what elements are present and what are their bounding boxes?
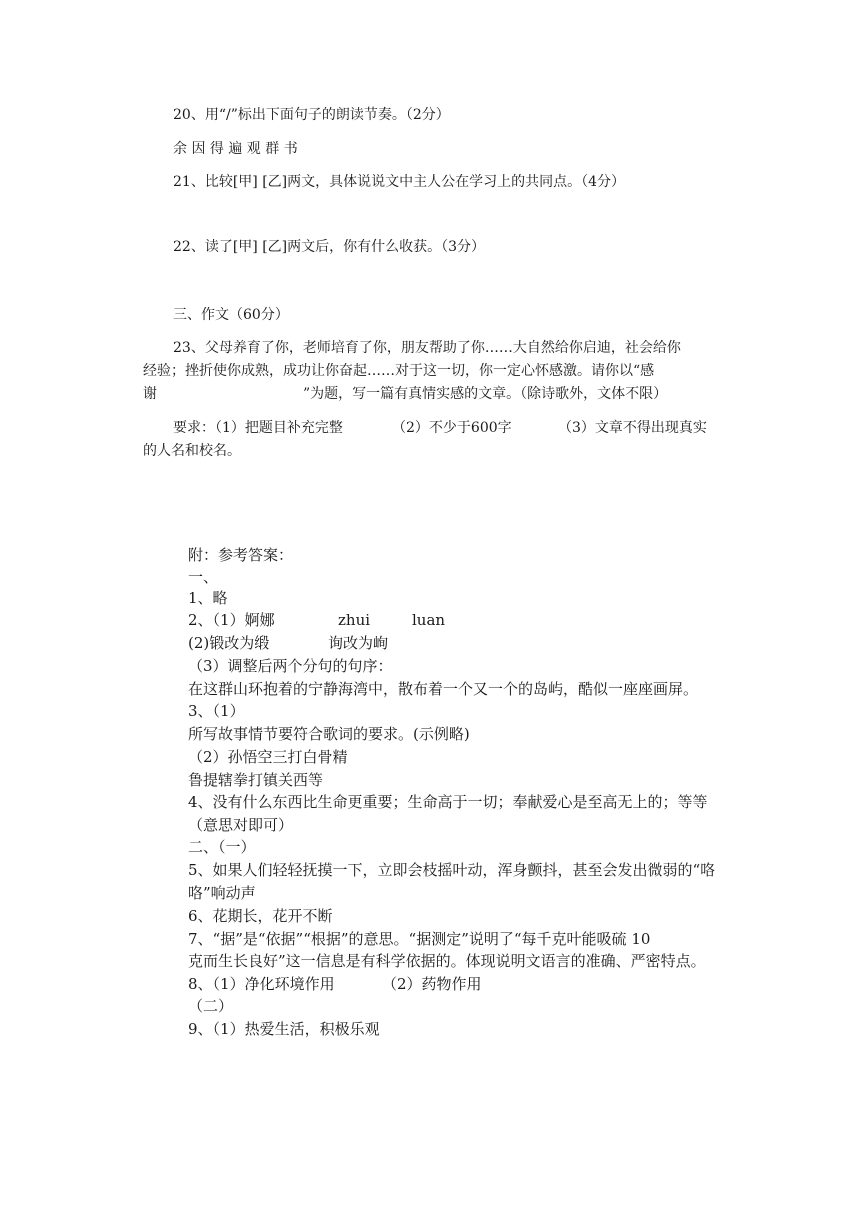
- composition-requirement-2: （2）不少于600字: [392, 420, 512, 436]
- composition-requirement-line2: 的人名和校名。: [143, 443, 241, 459]
- question-20-sentence: 余 因 得 遍 观 群 书: [173, 141, 298, 157]
- answer-9: 9、（1）热爱生活，积极乐观: [188, 1020, 380, 1038]
- answers-section-1: 一、: [188, 568, 219, 586]
- answer-2-part2a: (2)锻改为缎: [188, 634, 270, 652]
- answer-6: 6、花期长，花开不断: [188, 907, 333, 925]
- answer-2-pinyin-1: zhui: [338, 611, 371, 629]
- question-21: 21、比较[甲] [乙]两文，具体说说文中主人公在学习上的共同点。（4分）: [173, 174, 626, 190]
- answers-section-2b: （二）: [188, 997, 234, 1015]
- answer-8-part1: 8、（1）净化环境作用: [188, 975, 335, 993]
- answer-5-line1: 5、如果人们轻轻抚摸一下，立即会枝摇叶动，浑身颤抖，甚至会发出微弱的“咯: [188, 861, 716, 879]
- answer-2-pinyin-2: luan: [412, 611, 446, 629]
- answer-3-part2-text: 鲁提辖拳打镇关西等: [188, 771, 324, 789]
- answer-4-note: （意思对即可）: [188, 816, 294, 834]
- answers-section-2: 二、（一）: [188, 838, 256, 856]
- composition-prompt-line2: 经验；挫折使你成熟，成功让你奋起……对于这一切，你一定心怀感激。请你以“感: [143, 363, 655, 379]
- answer-3-text: 所写故事情节要符合歌词的要求。(示例略): [188, 725, 470, 743]
- answer-7-line2: 克而生长良好”这一信息是有科学依据的。体现说明文语言的准确、严密特点。: [188, 952, 706, 970]
- answer-1: 1、略: [188, 589, 228, 607]
- composition-prompt-line1: 23、父母养育了你，老师培育了你，朋友帮助了你……大自然给你启迪，社会给你: [173, 340, 681, 356]
- composition-requirement-3: （3）文章不得出现真实: [558, 420, 707, 436]
- answer-2-part2b: 询改为峋: [328, 634, 389, 652]
- answer-2-start: 2、（1）婀娜: [188, 611, 275, 629]
- answer-3-part2: （2）孙悟空三打白骨精: [188, 748, 348, 766]
- answer-8-part2: （2）药物作用: [382, 975, 482, 993]
- question-22: 22、读了[甲] [乙]两文后，你有什么收获。（3分）: [173, 239, 486, 255]
- answer-5-line2: 咯”响动声: [188, 884, 256, 902]
- answers-title: 附：参考答案：: [188, 546, 294, 564]
- answer-4: 4、没有什么东西比生命更重要；生命高于一切；奉献爱心是至高无上的；等等: [188, 793, 708, 811]
- composition-prompt-line3-start: 谢: [143, 386, 157, 402]
- answer-3: 3、（1）: [188, 702, 245, 720]
- answer-7-line1: 7、“据”是“依据”“根据”的意思。“据测定”说明了“每千克叶能吸硫 10: [188, 930, 651, 948]
- answer-2-part3: （3）调整后两个分句的句序：: [188, 657, 393, 675]
- composition-heading: 三、作文（60分）: [173, 307, 289, 323]
- composition-requirement-1: 要求：（1）把题目补充完整: [173, 420, 343, 436]
- question-20: 20、用“/”标出下面句子的朗读节奏。（2分）: [173, 107, 450, 123]
- composition-prompt-line3-end: ”为题，写一篇有真情实感的文章。（除诗歌外，文体不限）: [303, 386, 668, 402]
- answer-2-part3-text: 在这群山环抱着的宁静海湾中，散布着一个又一个的岛屿，酷似一座座画屏。: [188, 680, 699, 698]
